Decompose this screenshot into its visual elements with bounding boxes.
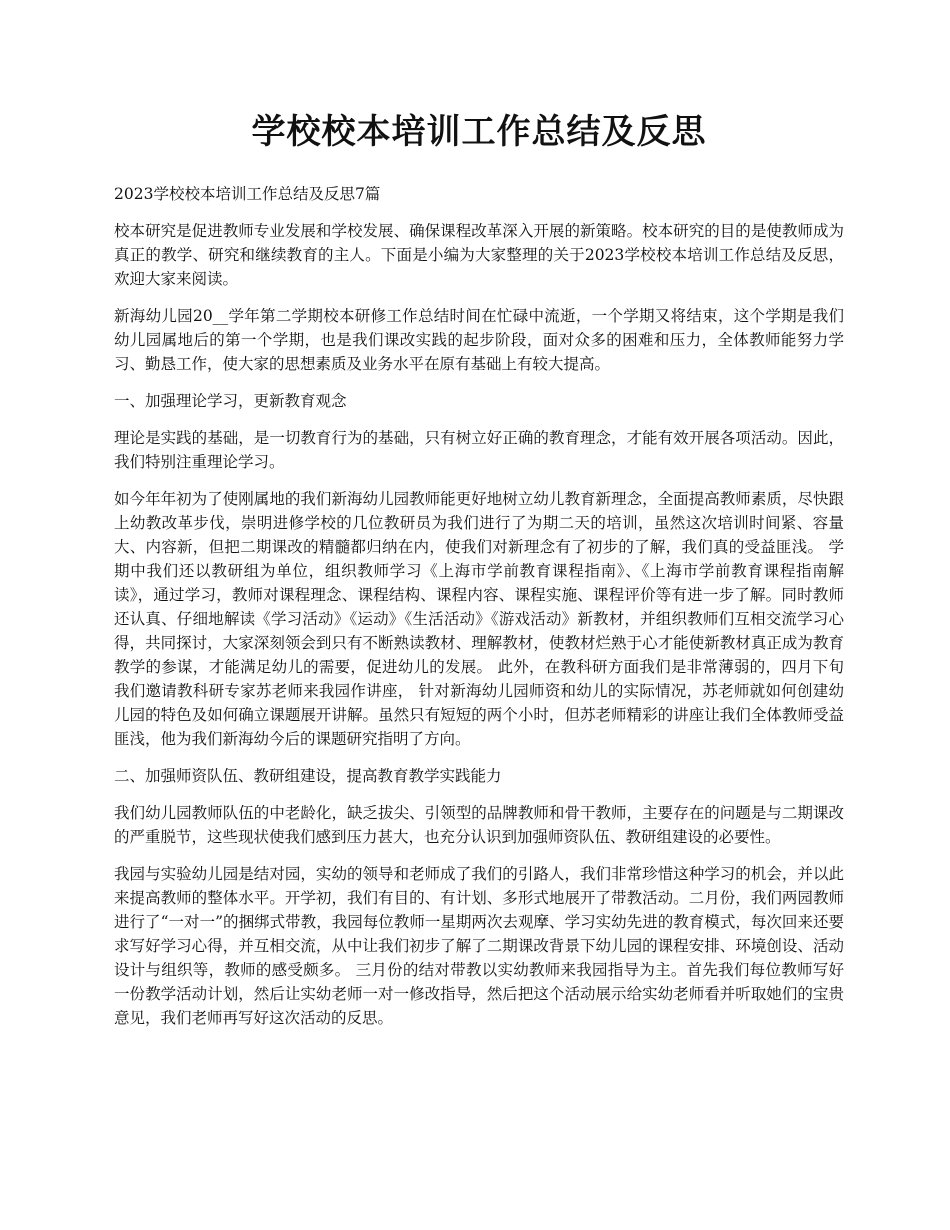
paragraph-1: 新海幼儿园20__学年第二学期校本研修工作总结时间在忙碌中流逝，一个学期又将结束，这个学期是我们幼儿园属地后的第一个学期，也是我们课改实践的起步阶段，面对众多的困难和压力，全体教师能努力学习、勤恳工作，使大家的思想素质及业务水平在原有基础上有较大提高。 <box>114 307 844 373</box>
intro-paragraph: 校本研究是促进教师专业发展和学校发展、确保课程改革深入开展的新策略。校本研究的目的是使教师成为真正的教学、研究和继续教育的主人。下面是小编为大家整理的关于2023学校校本培训工作总结及反思，欢迎大家来阅读。 <box>114 222 844 288</box>
paragraph-3: 如今年年初为了使刚属地的我们新海幼儿园教师能更好地树立幼儿教育新理念，全面提高教师素质，尽快跟上幼教改革步伐，崇明进修学校的几位教研员为我们进行了为期二天的培训，虽然这次培训时间紧、容量大、内容新，但把二期课改的精髓都归纳在内，使我们对新理念有了初步的了解，我们真的受益匪浅。 学期中我们还以教研组为单位，组织教师学习《上海市学前教育课程指南》、《上海市学前教育课程指南解读》，通过学习，教师对课程理念、课程结构、课程内容、课程实施、课程评价等有进一步了解。同时教师还认真、仔细地解读《学习活动》《运动》《生活活动》《游戏活动》新教材，并组织教师们互相交流学习心得，共同探讨，大家深刻领会到只有不断熟读教材、理解教材，使教材烂熟于心才能使新教材真正成为教育教学的参谋，才能满足幼儿的需要，促进幼儿的发展。 此外，在教科研方面我们是非常薄弱的，四月下旬我们邀请教科研专家苏老师来我园作讲座， 针对新海幼儿园师资和幼儿的实际情况，苏老师就如何创建幼儿园的特色及如何确立课题展开讲解。虽然只有短短的两个小时，但苏老师精彩的讲座让我们全体教师受益匪浅，他为我们新海幼今后的课题研究指明了方向。 <box>114 490 844 748</box>
paragraph-5: 我园与实验幼儿园是结对园，实幼的领导和老师成了我们的引路人，我们非常珍惜这种学习的机会，并以此来提高教师的整体水平。开学初，我们有目的、有计划、多形式地展开了带教活动。二月份，我们两园教师进行了“一对一”的捆绑式带教，我园每位教师一星期两次去观摩、学习实幼先进的教育模式，每次回来还要求写好学习心得，并互相交流，从中让我们初步了解了二期课改背景下幼儿园的课程安排、环境创设、活动设计与组织等，教师的感受颇多。 三月份的结对带教以实幼教师来我园指导为主。首先我们每位教师写好一份教学活动计划，然后让实幼老师一对一修改指导，然后把这个活动展示给实幼老师看并听取她们的宝贵意见，我们老师再写好这次活动的反思。 <box>114 865 844 1027</box>
document-title: 学校校本培训工作总结及反思 <box>251 112 707 152</box>
document-subtitle: 2023学校校本培训工作总结及反思7篇 <box>114 185 381 203</box>
section-heading-1: 一、加强理论学习，更新教育观念 <box>114 392 347 410</box>
document-body <box>114 108 844 1043</box>
paragraph-2: 理论是实践的基础，是一切教育行为的基础，只有树立好正确的教育理念，才能有效开展各项活动。因此，我们特别注重理论学习。 <box>114 429 844 471</box>
section-heading-2: 二、加强师资队伍、教研组建设，提高教育教学实践能力 <box>114 767 502 785</box>
paragraph-4: 我们幼儿园教师队伍的中老龄化，缺乏拔尖、引领型的品牌教师和骨干教师，主要存在的问题是与二期课改的严重脱节，这些现状使我们感到压力甚大，也充分认识到加强师资队伍、教研组建设的必要性。 <box>114 804 844 846</box>
